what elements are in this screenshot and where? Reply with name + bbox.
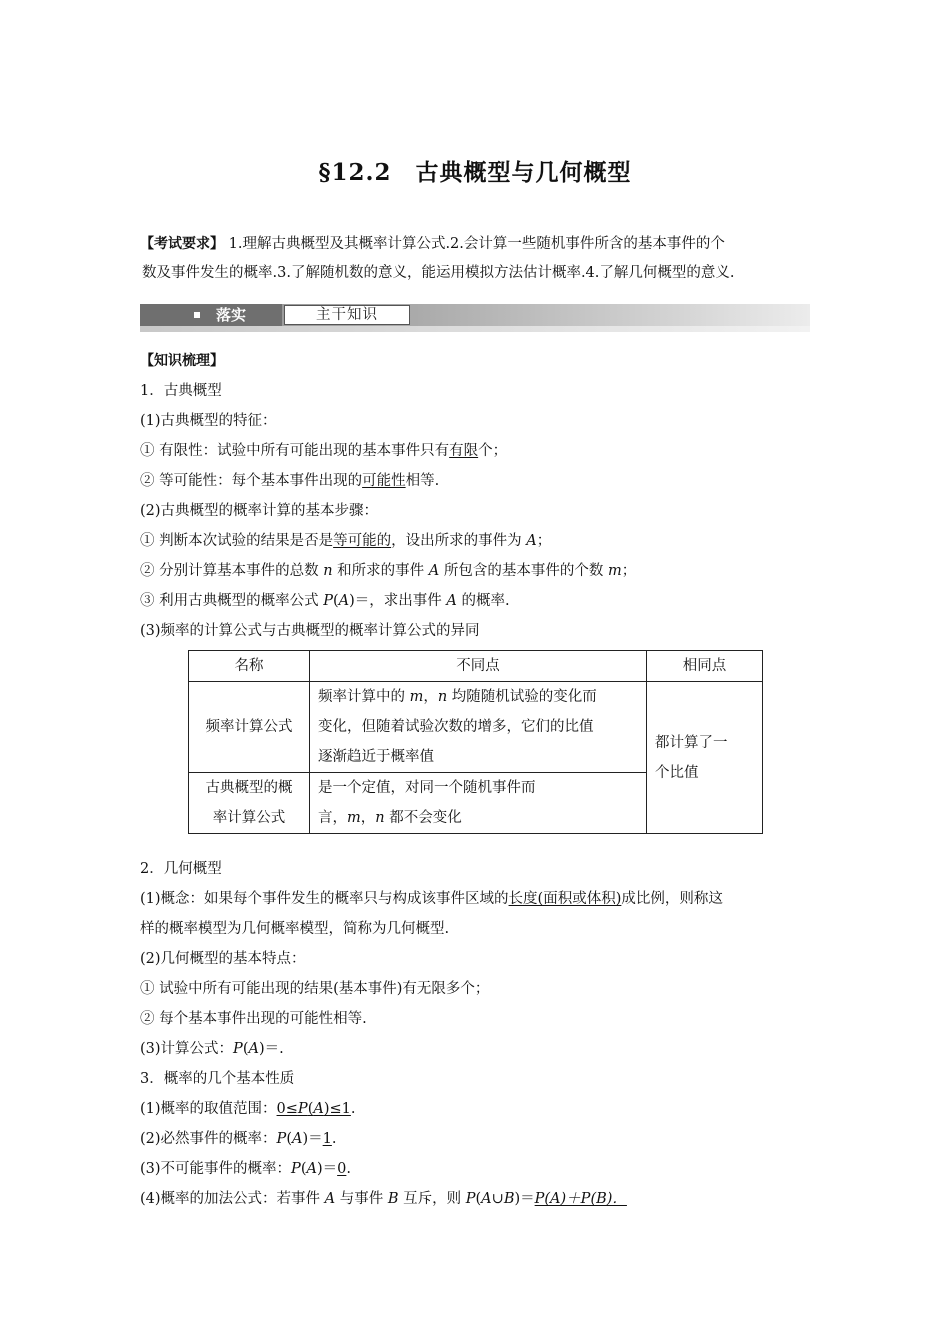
- text: ∪: [491, 1191, 504, 1207]
- text: (1)概念：如果每个事件发生的概率只与构成该事件区域的: [140, 891, 509, 907]
- math-var: n: [437, 689, 448, 705]
- table-cell: 频率计算公式: [189, 682, 310, 773]
- requirements-text-2: 数及事件发生的概率.3.了解随机数的意义，能运用模拟方法估计概率.4.了解几何概型的意义.: [142, 265, 735, 281]
- text: ，: [423, 689, 438, 705]
- answer-underline: 有限: [449, 443, 479, 459]
- text: (: [300, 1161, 307, 1177]
- paragraph: [140, 1184, 820, 1214]
- table-header-row: [189, 651, 763, 682]
- table-cell: [310, 682, 647, 773]
- table-row: [189, 682, 763, 773]
- cell-line: 逐渐趋近于概率值: [318, 749, 434, 765]
- table-header: 名称: [189, 651, 310, 682]
- text: (2)必然事件的概率：: [140, 1131, 277, 1147]
- math-var: m: [607, 563, 622, 579]
- text: ① 判断本次试验的结果是否是: [140, 533, 334, 549]
- banner-left: [140, 304, 282, 326]
- table-cell: [189, 773, 310, 834]
- answer-underline: 长度(面积或体积): [508, 891, 622, 907]
- heading-geometric: 2．几何概型: [140, 861, 222, 877]
- paragraph: [140, 1154, 820, 1184]
- text: ；: [621, 563, 637, 579]
- text: 0≤: [276, 1101, 298, 1117]
- paragraph: (2)几何概型的基本特点：: [140, 951, 306, 967]
- page-title: §12.2 古典概型与几何概型: [318, 159, 632, 186]
- table-cell: [647, 682, 763, 834]
- text: .: [331, 1131, 337, 1147]
- answer-underline: P(A)＋P(B)．: [534, 1191, 627, 1207]
- exam-requirements: [140, 230, 820, 288]
- list-item: ② 每个基本事件出现的可能性相等.: [140, 1011, 367, 1027]
- math-var: A: [526, 533, 537, 549]
- requirements-text-1: 1.理解古典概型及其概率计算公式.2.会计算一些随机事件所含的基本事件的个: [228, 236, 725, 252]
- heading-classical: 1．古典概型: [140, 383, 222, 399]
- cell-line: [318, 682, 638, 712]
- math-var: A: [428, 563, 440, 579]
- cell-line: 古典概型的概: [205, 780, 293, 796]
- text: 的概率.: [456, 593, 510, 609]
- table-header: 相同点: [647, 651, 763, 682]
- text: 和所求的事件: [332, 563, 429, 579]
- math-var: A: [446, 593, 457, 609]
- text: 均随随机试验的变化而: [447, 689, 597, 705]
- banner-left-label: 落实: [216, 306, 247, 324]
- answer-underline: 等可能的: [333, 533, 392, 549]
- text: 成比例，则称这: [621, 891, 723, 907]
- paragraph: (2)古典概型的概率计算的基本步骤：: [140, 503, 379, 519]
- cell-line: 率计算公式: [212, 810, 286, 826]
- cell-line: 都计算了一: [655, 734, 728, 751]
- comparison-table: [188, 650, 763, 834]
- table-cell: [310, 773, 647, 834]
- cell-line: 变化，但随着试验次数的增多，它们的比值: [318, 719, 594, 735]
- text: 与事件: [335, 1191, 388, 1207]
- banner-base: [140, 326, 810, 332]
- paragraph: 样的概率模型为几何概率模型，简称为几何概型.: [140, 921, 450, 937]
- text: (4)概率的加法公式：若事件: [140, 1191, 325, 1207]
- math-var: B: [503, 1191, 515, 1207]
- list-item: ① 试验中所有可能出现的结果(基本事件)有无限多个；: [140, 981, 490, 997]
- text: )＝: [302, 1131, 323, 1147]
- math-var: m: [409, 689, 424, 705]
- text: ，设出所求的事件为: [391, 533, 527, 549]
- paragraph: [140, 1094, 820, 1124]
- math-var: A: [324, 1191, 336, 1207]
- math-var: P: [291, 1161, 301, 1177]
- math-var: A: [291, 1131, 303, 1147]
- paragraph: [140, 1034, 820, 1064]
- text: (3)计算公式：: [140, 1041, 234, 1057]
- section-geometric: [140, 854, 820, 1214]
- list-item: [140, 526, 820, 556]
- text: 都不会变化: [384, 810, 462, 826]
- paragraph: [140, 884, 820, 914]
- banner-right-label: 主干知识: [284, 305, 410, 325]
- math-var: B: [387, 1191, 399, 1207]
- math-var: A: [306, 1161, 317, 1177]
- text: 个；: [478, 443, 508, 459]
- math-var: A: [313, 1101, 324, 1117]
- table-header: 不同点: [310, 651, 647, 682]
- answer-underline: [277, 1101, 351, 1117]
- text: )≤1: [323, 1101, 351, 1117]
- text: (1)概率的取值范围：: [140, 1101, 277, 1117]
- text: (: [286, 1131, 292, 1147]
- math-var: n: [375, 810, 385, 826]
- text: (: [475, 1191, 482, 1207]
- list-item: [140, 556, 820, 586]
- paragraph: (1)古典概型的特征：: [140, 413, 277, 429]
- text: 频率计算中的: [318, 689, 410, 705]
- requirements-line-2: [140, 259, 820, 288]
- section-classical: [140, 346, 820, 646]
- text: 互斥，则: [398, 1191, 466, 1207]
- math-var: P: [323, 593, 333, 609]
- heading-properties: 3．概率的几个基本性质: [140, 1071, 295, 1087]
- math-var: P: [276, 1131, 287, 1147]
- text: 言，: [318, 810, 347, 826]
- paragraph: (3)频率的计算公式与古典概型的概率计算公式的异同: [140, 623, 480, 639]
- text: (3)不可能事件的概率：: [140, 1161, 292, 1177]
- requirements-tag: 【考试要求】: [140, 236, 224, 252]
- text: )＝: [514, 1191, 535, 1207]
- paragraph: [140, 1124, 820, 1154]
- math-var: A: [248, 1041, 259, 1057]
- text: ② 分别计算基本事件的总数: [140, 563, 324, 579]
- square-bullet-icon: [194, 312, 200, 318]
- list-item: [140, 586, 820, 616]
- section-head: 【知识梳理】: [140, 353, 224, 369]
- text: 相等.: [405, 473, 440, 489]
- text: .: [350, 1101, 356, 1117]
- text: ；: [536, 533, 552, 549]
- answer-underline: 可能性: [362, 473, 406, 489]
- list-item: [140, 436, 820, 466]
- math-var: A: [481, 1191, 492, 1207]
- math-var: n: [323, 563, 333, 579]
- math-var: P: [297, 1101, 308, 1117]
- text: .: [346, 1161, 351, 1177]
- text: (: [332, 593, 339, 609]
- answer-underline: 0: [337, 1161, 347, 1177]
- text: (: [307, 1101, 314, 1117]
- answer-underline: 1: [322, 1131, 332, 1147]
- cell-line: 个比值: [655, 764, 699, 781]
- text: )＝，求出事件: [349, 593, 447, 609]
- math-var: A: [338, 593, 350, 609]
- list-item: [140, 466, 820, 496]
- section-banner: [140, 304, 810, 332]
- text: 所包含的基本事件的个数: [439, 563, 608, 579]
- text: ，: [360, 810, 376, 826]
- math-var: P: [465, 1191, 476, 1207]
- text: (: [242, 1041, 249, 1057]
- text: ③ 利用古典概型的概率公式: [140, 593, 324, 609]
- math-var: P: [233, 1041, 243, 1057]
- text: ① 有限性：试验中所有可能出现的基本事件只有: [140, 443, 450, 459]
- math-var: m: [347, 810, 361, 826]
- cell-line: 是一个定值，对同一个随机事件而: [318, 780, 536, 796]
- requirements-line-1: [140, 230, 820, 259]
- text: )＝.: [258, 1041, 284, 1057]
- text: )＝: [316, 1161, 338, 1177]
- text: ② 等可能性：每个基本事件出现的: [140, 473, 363, 489]
- cell-line: [318, 803, 638, 833]
